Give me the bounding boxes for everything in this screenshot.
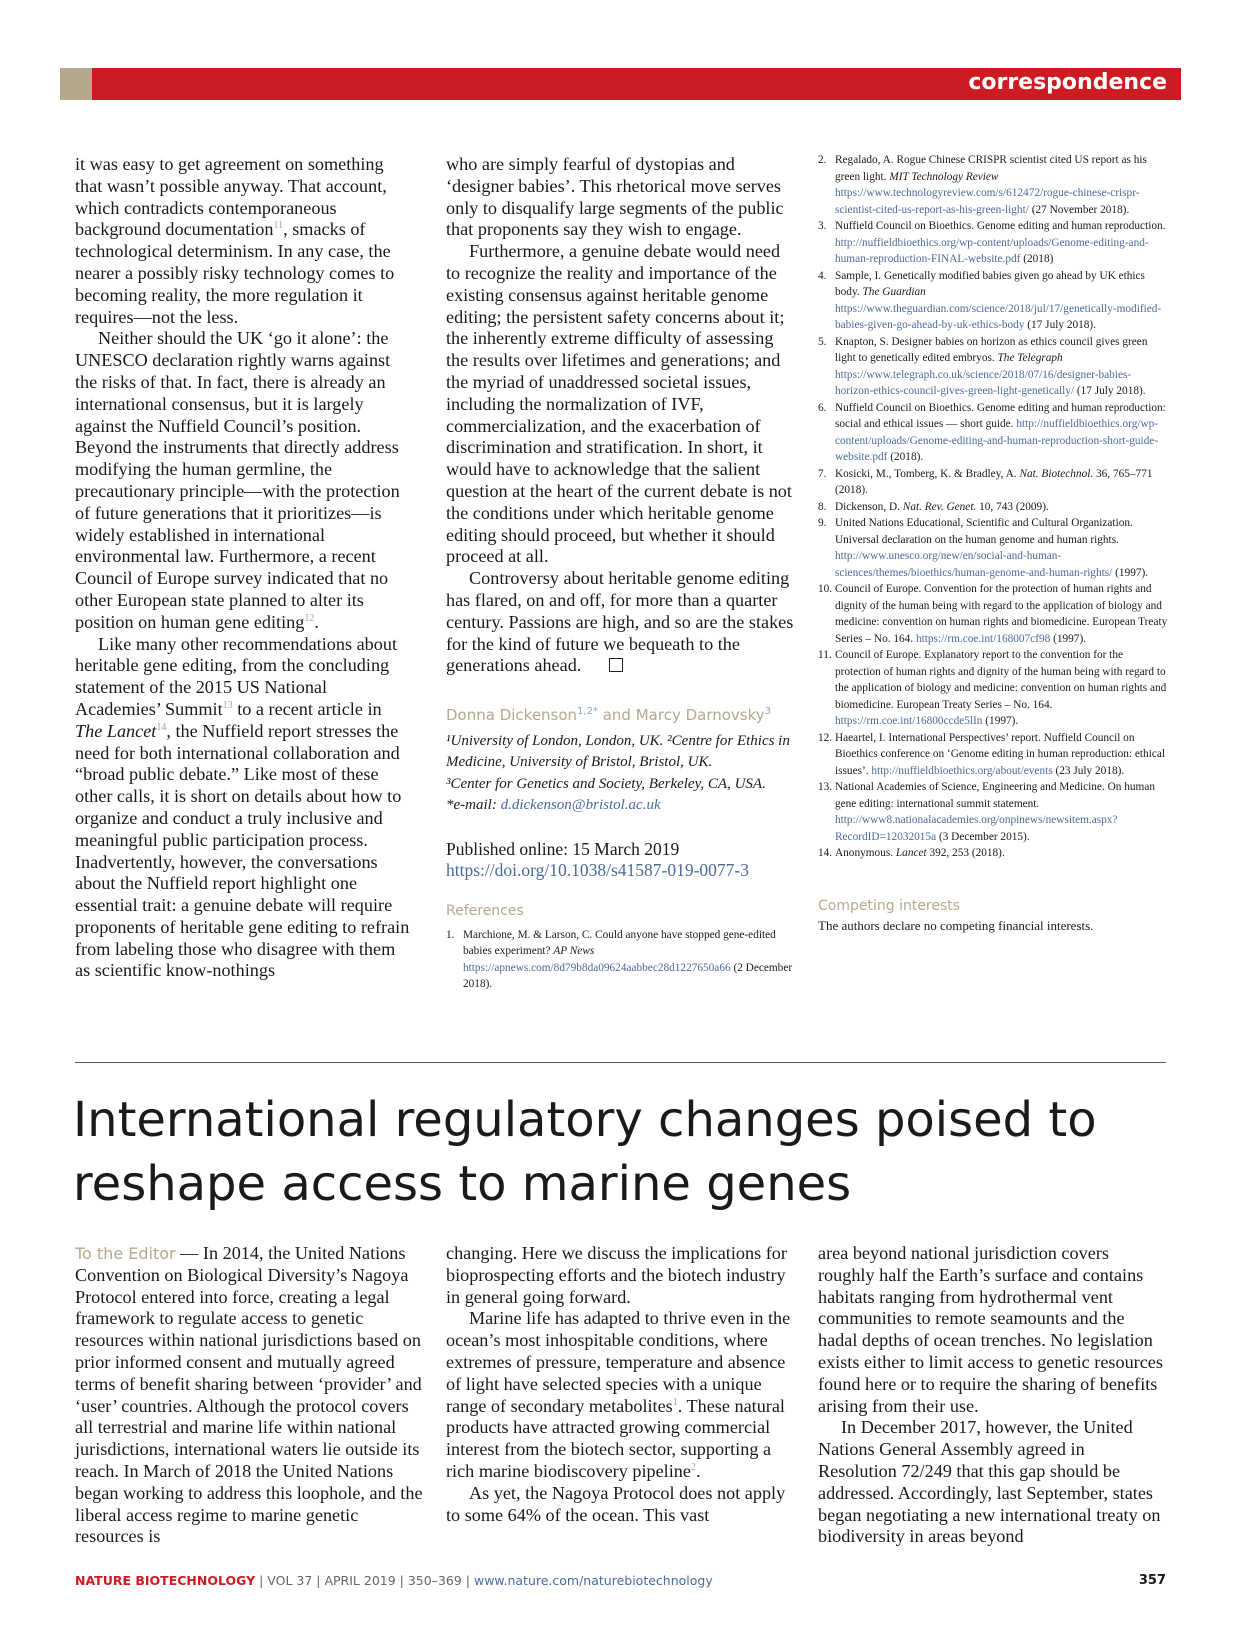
reference-item <box>818 334 1168 400</box>
text: Marine life has adapted to thrive even in the ocean’s most inhospitable conditions, where extremes of pressure, temperature and absence of light have selected species with a unique range of secondary metabolites <box>446 1308 791 1416</box>
ref-text: Dickenson, D. <box>835 500 903 513</box>
header-accent-tab <box>60 68 92 100</box>
ref-link[interactable]: http://nuffieldbioethics.org/about/events <box>871 764 1053 777</box>
competing-interests-heading: Competing interests <box>818 897 961 914</box>
ref-text: Anonymous. <box>835 847 896 859</box>
ref-text: Council of Europe. Convention for the protection of human rights and dignity of the human being with regard to the application of biology and medicine: convention on human rights and biomedicine. European Treaty Series – No. 164. <box>835 583 1168 645</box>
ref-journal: The Telegraph <box>997 352 1063 364</box>
text-column-3 <box>818 152 1168 935</box>
paragraph: area beyond national jurisdiction covers roughly half the Earth’s surface and contains habitats ranging from hydrothermal vent communities to remote seamounts and the hadal depths of ocean trenches. No legislation exists either to limit access to genetic resources found here or to require the sharing of benefits arising from their use. <box>818 1243 1163 1416</box>
affiliation: ³Center for Genetics and Society, Berkeley, CA, USA. <box>446 775 766 792</box>
paragraph <box>446 1308 798 1482</box>
reference-item <box>446 927 798 993</box>
reference-item <box>818 730 1168 780</box>
text: . These natural products have attracted growing commercial interest from the biotech sector, supporting a rich marine biodiscovery pipeline <box>446 1395 785 1481</box>
reference-item <box>818 581 1168 647</box>
ref-tail: 392, 253 (2018). <box>926 847 1005 859</box>
ref-number: 11. <box>818 649 832 661</box>
doi-link[interactable]: https://doi.org/10.1038/s41587-019-0077-3 <box>446 859 750 880</box>
reference-item <box>818 779 1168 845</box>
page-number: 357 <box>1138 1573 1166 1588</box>
text: Neither should the UK ‘go it alone’: the UNESCO declaration rightly warns against the risks of that. In fact, there is already an international consensus, but it is largely against the Nuffield Council’s position. Beyond the instruments that directly address modifying the human germline, the precautionary principle—with the protection of future generations that it prioritizes—is widely established in international environmental law. Furthermore, a recent Council of Europe survey indicated that no other European state planned to alter its position on human gene editing <box>75 328 400 632</box>
ref-number: 1. <box>446 928 455 941</box>
ref-tail: 36, 765–771 (2018). <box>835 467 1153 496</box>
reference-item <box>818 499 1168 516</box>
ref-number: 4. <box>818 269 827 282</box>
citation-ref[interactable]: 12 <box>304 612 315 624</box>
citation-ref[interactable]: 1 <box>672 1396 678 1408</box>
ref-text: Nuffield Council on Bioethics. Genome editing and human reproduction. <box>835 220 1166 232</box>
ref-text: Haeartel, I. International Perspectives’ report. Nuffield Council on Bioethics conference on ‘Genome editing in human reproduction: ethical issues’. <box>835 731 1166 777</box>
paragraph <box>75 1243 425 1548</box>
email-line <box>446 795 798 817</box>
reference-item <box>818 647 1168 730</box>
reference-item <box>818 268 1168 334</box>
text: . <box>314 611 319 632</box>
ref-link[interactable]: http://www.unesco.org/new/en/social-and-human-sciences/themes/bioethics/human-genome-and-human-rights/ <box>835 550 1113 579</box>
journal-name: The Lancet <box>75 720 157 741</box>
ref-number: 5. <box>818 335 827 348</box>
ref-link[interactable]: http://nuffieldbioethics.org/wp-content/uploads/Genome-editing-and-human-reproduction-short-guide-website.pdf <box>835 418 1159 463</box>
ref-tail: (2018) <box>1020 253 1054 265</box>
ref-tail: (17 July 2018). <box>1074 385 1146 397</box>
ref-tail: (1997). <box>1050 632 1087 645</box>
author-name: Marcy Darnovsky <box>635 706 765 725</box>
ref-text: National Academies of Science, Engineering and Medicine. On human gene editing: international summit statement. <box>835 781 1155 810</box>
article-title: International regulatory changes poised to reshape access to marine genes <box>73 1092 1097 1212</box>
author-sup: 1,2* <box>577 706 598 718</box>
citation-ref[interactable]: 11 <box>273 220 284 232</box>
paragraph <box>75 328 411 633</box>
reference-list <box>818 152 1168 862</box>
ref-text: Sample, I. Genetically modified babies given go ahead by UK ethics body. <box>835 269 1145 298</box>
author-name: Donna Dickenson <box>446 706 578 725</box>
paragraph: As yet, the Nagoya Protocol does not apply to some 64% of the ocean. This vast <box>446 1482 786 1525</box>
ref-number: 12. <box>818 731 833 744</box>
journal-name: NATURE BIOTECHNOLOGY <box>75 1573 256 1588</box>
ref-number: 8. <box>818 500 827 513</box>
ref-tail: (17 July 2018). <box>1024 319 1097 331</box>
reference-item <box>818 466 1168 499</box>
ref-text: Kosicki, M., Tomberg, K. & Bradley, A. <box>835 467 1020 480</box>
citation-ref[interactable]: 2 <box>690 1461 696 1473</box>
publication-info <box>446 839 798 881</box>
article-column-1 <box>75 1243 425 1548</box>
ref-journal: AP News <box>553 945 595 958</box>
ref-number: 6. <box>818 401 827 414</box>
ref-tail: (23 July 2018). <box>1052 764 1125 777</box>
ref-journal: Lancet <box>895 847 927 859</box>
text: to a recent article in <box>232 698 382 719</box>
ref-tail: (1997). <box>1112 566 1149 579</box>
reference-item <box>818 515 1168 581</box>
ref-number: 9. <box>818 517 827 529</box>
ref-text: Nuffield Council on Bioethics. Genome editing and human reproduction: social and ethical issues — short guide. <box>835 401 1166 430</box>
ref-link[interactable]: https://www.theguardian.com/science/2018/jul/17/genetically-modified-babies-given-go-ahead-by-uk-ethics-body <box>835 302 1162 331</box>
ref-text: Council of Europe. Explanatory report to the convention for the protection of human rights and dignity of the human being with regard to the application of biology and medicine: convention on human rights and biomedicine. European Treaty Series – No. 164. <box>835 649 1167 711</box>
text-column-1 <box>75 154 411 982</box>
text: Controversy about heritable genome editing has flared, on and off, for more than a quarter century. Passions are high, and so are the stakes for the kind of future we bequeath to the generations ahead. <box>446 568 794 676</box>
author-line <box>446 705 798 727</box>
ref-tail: (1997). <box>982 715 1019 727</box>
article-column-3 <box>818 1243 1168 1548</box>
reference-item <box>818 152 1168 218</box>
ref-journal: The Guardian <box>862 286 926 298</box>
issue-info: | VOL 37 | APRIL 2019 | 350–369 | <box>255 1573 474 1588</box>
text: — In 2014, the United Nations Convention on Biological Diversity’s Nagoya Protocol entered into force, creating a legal framework to regulate access to genetic resources within national jurisdictions based on prior informed consent and mutually agreed terms of benefit sharing between ‘provider’ and ‘user’ countries. Although the protocol covers all terrestrial and marine life within national jurisdictions, international waters lie outside its reach. In March of 2018 the United Nations began working to address this loophole, and the liberal access regime to marine genetic resources is <box>75 1243 423 1547</box>
reference-item <box>818 400 1168 466</box>
ref-number: 13. <box>818 781 833 793</box>
ref-journal: Nat. Biotechnol. <box>1019 467 1094 480</box>
text: . <box>695 1460 701 1481</box>
text: , smacks of technological determinism. In any case, the nearer a possibly risky technology comes to becoming reality, the more regulation it requires—not the less. <box>75 219 395 327</box>
ref-link[interactable]: https://rm.coe.int/168007cf98 <box>915 632 1051 645</box>
ref-number: 14. <box>818 847 833 859</box>
competing-interests-text: The authors declare no competing financial interests. <box>818 918 1094 934</box>
page-footer <box>75 1573 1166 1588</box>
reference-item <box>818 218 1168 268</box>
citation-ref[interactable]: 13 <box>222 699 233 711</box>
affiliations <box>446 731 798 817</box>
ref-text: Knapton, S. Designer babies on horizon as ethics council gives green light to genetically edited embryos. <box>835 335 1148 364</box>
ref-text: United Nations Educational, Scientific and Cultural Organization. Universal declaration on the human genome and human rights. <box>835 517 1133 546</box>
paragraph <box>75 154 411 328</box>
section-label: correspondence <box>968 70 1167 95</box>
text: it was easy to get agreement on something that wasn’t possible anyway. That account, which contradicts contemporaneous background documentation <box>75 154 387 240</box>
ref-journal: Nat. Rev. Genet. <box>902 500 977 513</box>
ref-number: 7. <box>818 467 827 480</box>
ref-link[interactable]: https://apnews.com/8d79b8da09624aabbec28d1227650a66 <box>463 961 731 974</box>
paragraph: In December 2017, however, the United Nations General Assembly agreed in Resolution 72/249 that this gap should be addressed. Accordingly, last September, states began negotiating a new international treaty on biodiversity in areas beyond <box>818 1417 1161 1547</box>
text-column-2 <box>446 154 798 993</box>
reference-list <box>446 927 798 993</box>
published-date: Published online: 15 March 2019 <box>446 838 680 859</box>
ref-text: Regalado, A. Rogue Chinese CRISPR scientist cited US report as his green light. <box>835 154 1147 183</box>
email-link[interactable]: d.dickenson@bristol.ac.uk <box>500 797 661 814</box>
ref-tail: (27 November 2018). <box>1028 203 1130 216</box>
ref-journal: MIT Technology Review <box>889 170 999 183</box>
text: , the Nuffield report stresses the need for both international collaboration and “broad public debate.” Like most of these other calls, it is short on details about how to organize and conduct a truly inclusive and meaningful public participation process. Inadvertently, however, the conversations about the Nuffield report highlight one essential trait: a genuine debate will require proponents of heritable gene editing to refrain from labeling those who disagree with them as scientific know-nothings <box>75 720 410 981</box>
section-header-bar <box>60 68 1181 100</box>
paragraph <box>75 634 411 983</box>
ref-tail: (3 December 2015). <box>936 830 1030 843</box>
ref-link[interactable]: http://nuffieldbioethics.org/wp-content/uploads/Genome-editing-and-human-reproduction-FINAL-website.pdf <box>835 236 1149 265</box>
paragraph <box>446 568 798 677</box>
ref-link[interactable]: https://www.technologyreview.com/s/612472/rogue-chinese-crispr-scientist-cited-us-report-as-his-green-light/ <box>835 187 1140 216</box>
article-column-2 <box>446 1243 798 1526</box>
references-heading: References <box>446 902 524 919</box>
ref-text: Marchione, M. & Larson, C. Could anyone have stopped gene-edited babies experiment? <box>463 928 776 958</box>
citation-ref[interactable]: 14 <box>156 721 167 733</box>
ref-number: 2. <box>818 154 827 166</box>
ref-tail: 10, 743 (2009). <box>976 500 1049 513</box>
ref-number: 10. <box>818 583 833 595</box>
paragraph: changing. Here we discuss the implications for bioprospecting efforts and the biotech industry in general going forward. <box>446 1243 787 1307</box>
end-of-article-icon <box>609 658 623 672</box>
paragraph: Furthermore, a genuine debate would need to recognize the reality and importance of the existing consensus against heritable genome editing; the persistent safety concerns about it; the inherently extreme difficulty of assessing the results over lifetimes and generations; and the myriad of unaddressed societal issues, including the normalization of IVF, commercialization, and the exacerbation of discrimination and stratification. In short, it would have to acknowledge that the salient question at the heart of the current debate is not the conditions under which heritable genome editing should proceed, but whether it should proceed at all. <box>446 241 792 567</box>
affiliation: ¹University of London, London, UK. ²Centre for Ethics in Medicine, University of Bristol, Bristol, UK. <box>446 732 790 771</box>
ref-link[interactable]: http://www8.nationalacademies.org/onpinews/newsitem.aspx?RecordID=12032015a <box>835 814 1118 843</box>
ref-tail: (2018). <box>887 451 924 463</box>
author-sup: 3 <box>764 706 772 718</box>
ref-tail: (2 December 2018). <box>463 961 793 991</box>
article-divider <box>75 1062 1166 1063</box>
journal-url[interactable]: www.nature.com/naturebiotechnology <box>473 1573 713 1588</box>
ref-link[interactable]: https://www.telegraph.co.uk/science/2018/07/16/designer-babies-horizon-ethics-council-gives-green-light-genetically/ <box>835 368 1132 397</box>
paragraph: who are simply fearful of dystopias and ‘designer babies’. This rhetorical move serves only to disqualify large segments of the public that proponents say they wish to engage. <box>446 154 784 240</box>
to-editor-label: To the Editor <box>75 1244 176 1263</box>
reference-item <box>818 845 1168 862</box>
text: and <box>597 706 636 725</box>
ref-link[interactable]: https://rm.coe.int/16800ccde5lIn <box>835 715 983 727</box>
email-label: *e-mail: <box>446 797 501 814</box>
ref-number: 3. <box>818 220 827 232</box>
text: Like many other recommendations about heritable gene editing, from the concluding statement of the 2015 US National Academies’ Summit <box>75 633 397 719</box>
